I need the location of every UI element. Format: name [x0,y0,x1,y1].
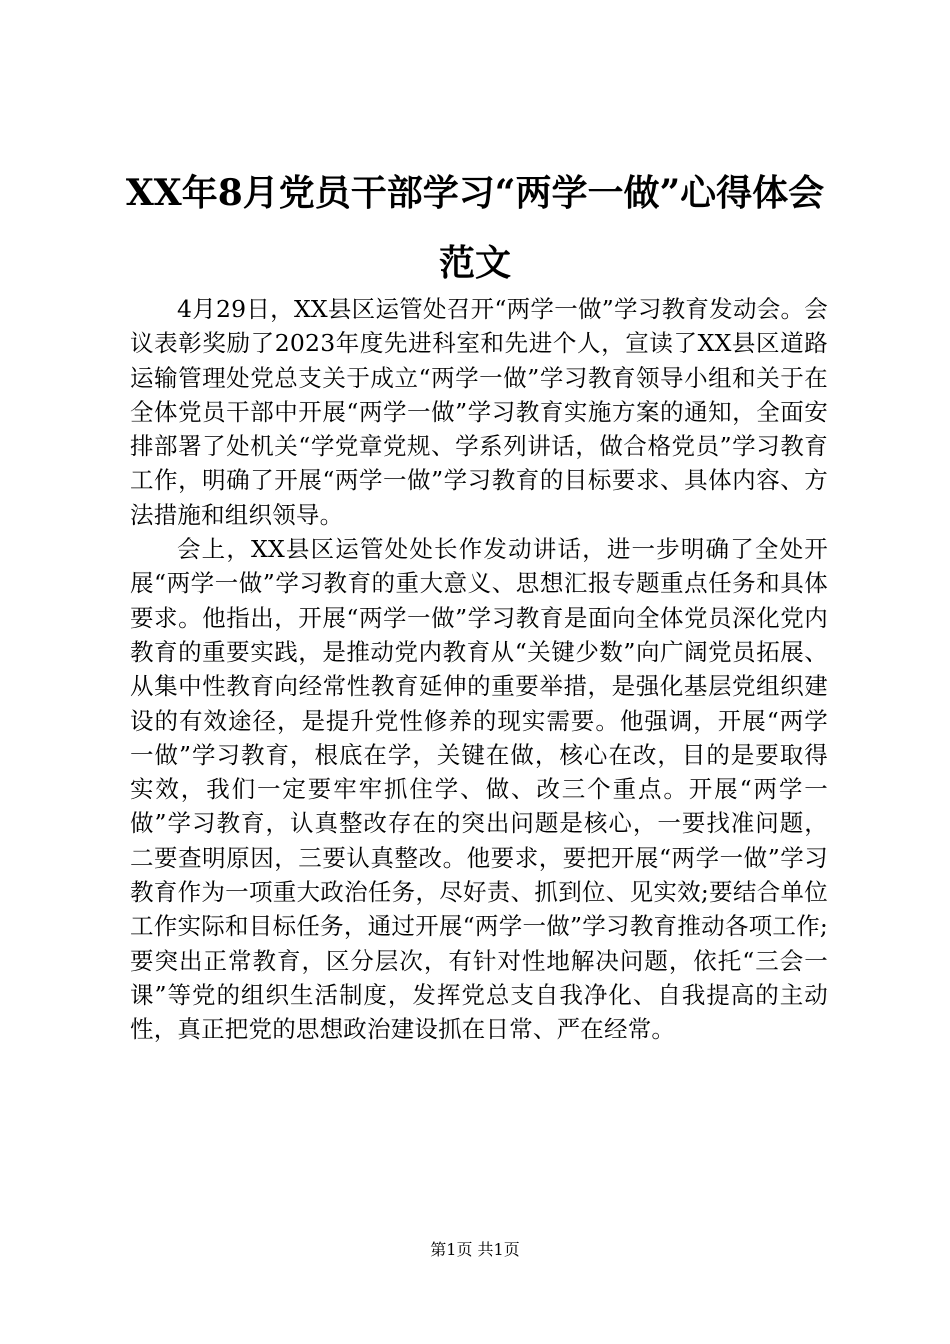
document-title: XX年8月党员干部学习“两学一做”心得体会范文 [125,172,825,284]
paragraph-1: 4月29日，XX县区运管处召开“两学一做”学习教育发动会。会议表彰奖励了2023年度先进科室和先进个人，宣读了XX县区道路运输管理处党总支关于成立“两学一做”学习教育领导小组和关于在全体党员干部中开展“两学一做”学习教育实施方案的通知，全面安排部署了处机关“学党章党规、学系列讲话，做合格党员”学习教育工作，明确了开展“两学一做”学习教育的目标要求、具体内容、方法措施和组织领导。 [130,295,828,529]
document-body [130,292,828,1047]
page-footer: 第1页 共1页 [430,1240,520,1259]
paragraph-2: 会上，XX县区运管处处长作发动讲话，进一步明确了全处开展“两学一做”学习教育的重大意义、思想汇报专题重点任务和具体要求。他指出，开展“两学一做”学习教育是面向全体党员深化党内教育的重要实践，是推动党内教育从“关键少数”向广阔党员拓展、从集中性教育向经常性教育延伸的重要举措，是强化基层党组织建设的有效途径，是提升党性修养的现实需要。他强调，开展“两学一做”学习教育，根底在学，关键在做，核心在改，目的是要取得实效，我们一定要牢牢抓住学、做、改三个重点。开展“两学一做”学习教育，认真整改存在的突出问题是核心，一要找准问题，二要查明原因，三要认真整改。他要求，要把开展“两学一做”学习教育作为一项重大政治任务，尽好责、抓到位、见实效;要结合单位工作实际和目标任务，通过开展“两学一做”学习教育推动各项工作;要突出正常教育，区分层次，有针对性地解决问题，依托“三会一课”等党的组织生活制度，发挥党总支自我净化、自我提高的主动性，真正把党的思想政治建设抓在日常、严在经常。 [130,535,828,1044]
